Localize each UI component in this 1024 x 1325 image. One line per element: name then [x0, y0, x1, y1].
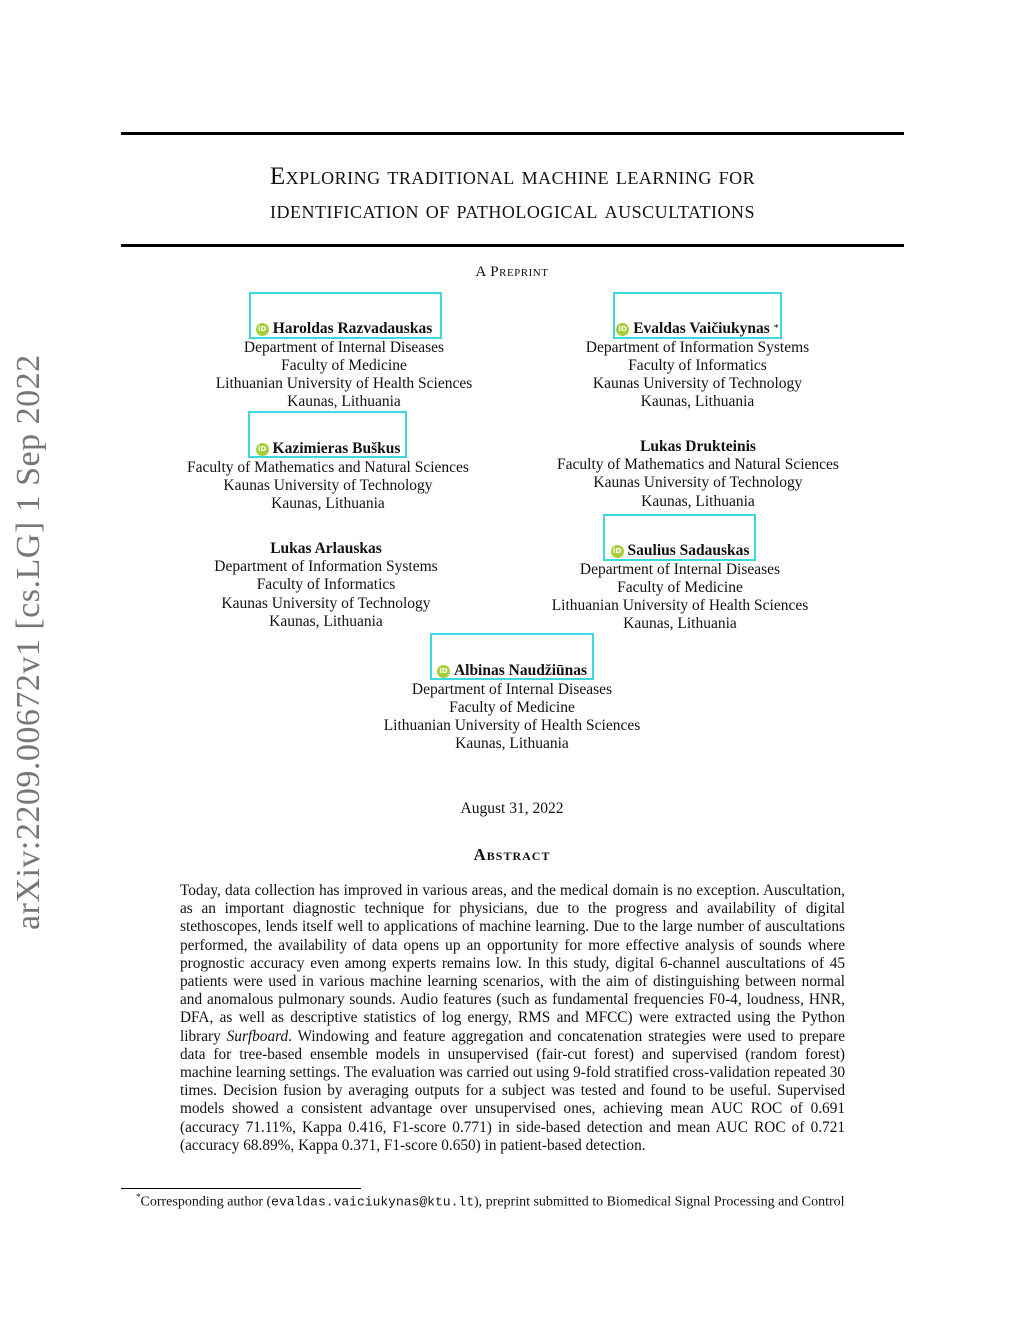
author-block — [176, 540, 476, 631]
highlight-box — [603, 514, 756, 561]
affiliation-line: Kaunas, Lithuania — [271, 495, 385, 513]
arxiv-side-label: arXiv:2209.00672v1 [cs.LG] 1 Sep 2022 — [10, 354, 47, 930]
affiliation-line: Kaunas University of Technology — [593, 474, 803, 492]
footnote-rule — [121, 1188, 361, 1189]
affiliation-line: Faculty of Medicine — [617, 578, 743, 596]
affiliation-line: Kaunas, Lithuania — [641, 492, 755, 510]
affiliation-line: Faculty of Informatics — [628, 356, 767, 374]
highlight-box — [613, 292, 782, 339]
title-line-2: identification of pathological auscultations — [270, 197, 755, 224]
highlight-box — [249, 292, 442, 339]
orcid-icon[interactable]: iD — [616, 323, 629, 336]
publication-date: August 31, 2022 — [460, 800, 564, 817]
affiliation-line: Lithuanian University of Health Sciences — [383, 717, 641, 735]
affiliation-line: Kaunas University of Technology — [223, 476, 433, 494]
author-name[interactable]: iD Saulius Sadauskas — [611, 542, 750, 560]
affiliation-line: Faculty of Mathematics and Natural Sciences — [187, 458, 469, 476]
author-name[interactable]: Lukas Drukteinis — [640, 438, 756, 455]
affiliation-line: Kaunas, Lithuania — [269, 612, 383, 630]
affiliation-line: Kaunas, Lithuania — [640, 393, 755, 411]
orcid-icon[interactable]: iD — [611, 545, 624, 558]
affiliation-line: Faculty of Informatics — [256, 576, 396, 594]
title-line-1: Exploring traditional machine learning for — [269, 163, 756, 190]
author-name[interactable]: iD Albinas Naudžiūnas — [437, 662, 587, 680]
affiliation-line: Faculty of Medicine — [281, 356, 407, 374]
paper-title — [121, 160, 904, 228]
affiliation-line: Department of Information Systems — [585, 338, 810, 356]
author-name[interactable]: Lukas Arlauskas — [270, 540, 382, 557]
highlight-box — [430, 633, 594, 680]
affiliation-line: Faculty of Mathematics and Natural Sciences — [557, 456, 839, 474]
affiliation-line: Kaunas, Lithuania — [287, 393, 401, 411]
abstract-heading: Abstract — [473, 845, 551, 864]
author-name[interactable]: iD Haroldas Razvadauskas — [256, 320, 433, 338]
affiliation-line: Department of Information Systems — [214, 558, 438, 576]
affiliation-line: Faculty of Medicine — [449, 698, 575, 716]
author-name[interactable]: iD Evaldas Vaičiukynas * — [616, 320, 779, 338]
affiliation-line: Kaunas, Lithuania — [623, 615, 737, 633]
affiliation-line: Department of Internal Diseases — [579, 560, 781, 578]
orcid-icon[interactable]: iD — [256, 443, 269, 456]
footnote: *Corresponding author (evaldas.vaiciukynas@ktu.lt), preprint submitted to Biomedical Signal Processing and Control — [136, 1192, 845, 1210]
affiliation-line: Kaunas University of Technology — [592, 375, 803, 393]
orcid-icon[interactable]: iD — [437, 665, 450, 678]
abstract-body: Today, data collection has improved in various areas, and the medical domain is no exception. Auscultation, as an important diagnostic technique for physicians, due to the progress and availability of digital stethoscopes, lends itself well to applications of machine learning. Due to the large number of auscultations performed, the availability of data opens up an opportunity for more effective analysis of sounds where prognostic accuracy even among experts remains low. In this study, digital 6-channel auscultations of 45 patients were used in various machine learning scenarios, with the aim of distinguishing between normal and anomalous pulmonary sounds. Audio features (such as fundamental frequencies F0-4, loudness, HNR, DFA, as well as descriptive statistics of log energy, RMS and MFCC) were extracted using the Python library Surfboard. Windowing and feature aggregation and concatenation strategies were used to prepare data for tree-based ensemble models in unsupervised (fair-cut forest) and supervised (random forest) machine learning settings. The evaluation was carried out using 9-fold stratified cross-validation repeated 30 times. Decision fusion by averaging outputs for a subject was tested and found to be useful. Supervised models showed a consistent advantage over unsupervised ones, achieving mean AUC ROC of 0.691 (accuracy 71.11%, Kappa 0.416, F1-score 0.771) in side-based detection and mean AUC ROC of 0.721 (accuracy 68.89%, Kappa 0.371, F1-score 0.650) in patient-based detection. — [180, 882, 845, 1154]
affiliation-line: Department of Internal Diseases — [411, 680, 613, 698]
affiliation-line: Department of Internal Diseases — [243, 338, 445, 356]
email-link[interactable]: evaldas.vaiciukynas@ktu.lt — [271, 1194, 474, 1210]
affiliation-line: Kaunas University of Technology — [221, 594, 431, 612]
author-block — [530, 438, 866, 511]
affiliation-line: Lithuanian University of Health Sciences — [215, 375, 473, 393]
title-top-rule — [121, 132, 904, 135]
highlight-box — [248, 411, 407, 458]
affiliation-line: Lithuanian University of Health Sciences — [551, 597, 809, 615]
orcid-icon[interactable]: iD — [256, 323, 269, 336]
title-bottom-rule — [121, 244, 904, 247]
affiliation-line: Kaunas, Lithuania — [455, 735, 569, 753]
preprint-label: A Preprint — [475, 264, 549, 280]
author-name[interactable]: iD Kazimieras Buškus — [256, 440, 401, 458]
